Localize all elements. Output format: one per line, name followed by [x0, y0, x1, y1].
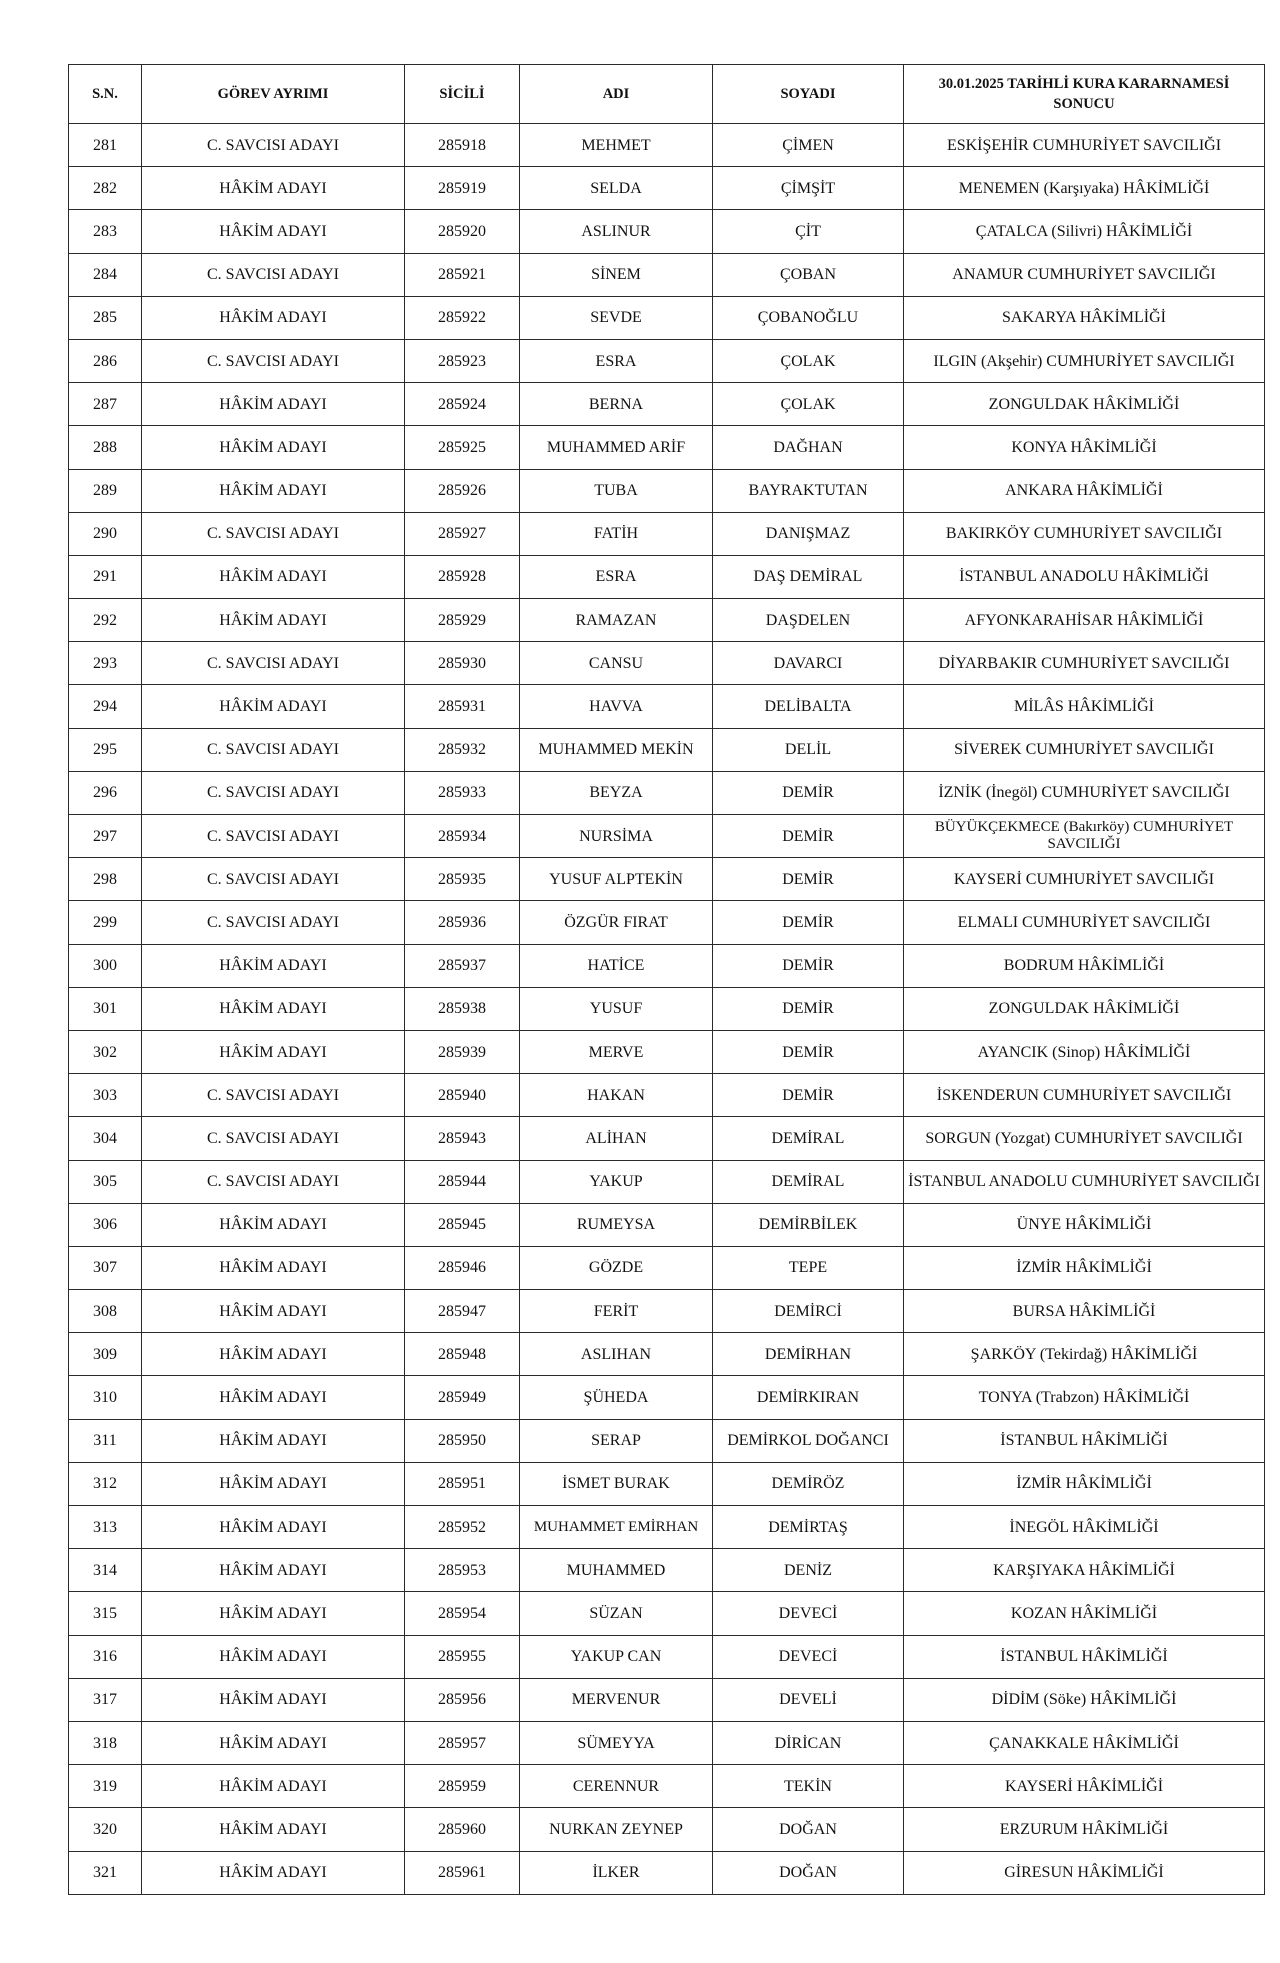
kura-sonucu-cell: BODRUM HÂKİMLİĞİ — [904, 944, 1265, 987]
gorev-ayrimi-cell: C. SAVCISI ADAYI — [142, 728, 405, 771]
sn-cell: 290 — [69, 512, 142, 555]
gorev-ayrimi-cell: C. SAVCISI ADAYI — [142, 124, 405, 167]
gorev-ayrimi-cell: HÂKİM ADAYI — [142, 1506, 405, 1549]
soyadi-cell: ÇİT — [713, 210, 904, 253]
table-body — [69, 124, 1265, 1895]
kura-sonucu-cell: BURSA HÂKİMLİĞİ — [904, 1290, 1265, 1333]
adi-cell: MUHAMMED ARİF — [520, 426, 713, 469]
kura-sonucu-cell: İSTANBUL ANADOLU HÂKİMLİĞİ — [904, 555, 1265, 598]
gorev-ayrimi-cell: C. SAVCISI ADAYI — [142, 253, 405, 296]
sn-cell: 312 — [69, 1462, 142, 1505]
kura-sonucu-cell: KARŞIYAKA HÂKİMLİĞİ — [904, 1549, 1265, 1592]
gorev-ayrimi-cell: C. SAVCISI ADAYI — [142, 1117, 405, 1160]
sicil-cell: 285924 — [405, 383, 520, 426]
adi-cell: RUMEYSA — [520, 1203, 713, 1246]
table-row — [69, 1549, 1265, 1592]
gorev-ayrimi-cell: HÂKİM ADAYI — [142, 1333, 405, 1376]
table-row — [69, 1376, 1265, 1419]
table-row — [69, 1333, 1265, 1376]
adi-cell: YUSUF ALPTEKİN — [520, 858, 713, 901]
adi-cell: HAKAN — [520, 1074, 713, 1117]
gorev-ayrimi-cell: HÂKİM ADAYI — [142, 1721, 405, 1764]
soyadi-cell: DENİZ — [713, 1549, 904, 1592]
sicil-cell: 285929 — [405, 599, 520, 642]
table-row — [69, 339, 1265, 382]
table-row — [69, 1117, 1265, 1160]
adi-cell: SERAP — [520, 1419, 713, 1462]
gorev-ayrimi-cell: HÂKİM ADAYI — [142, 383, 405, 426]
gorev-ayrimi-cell: HÂKİM ADAYI — [142, 1246, 405, 1289]
gorev-ayrimi-cell: C. SAVCISI ADAYI — [142, 771, 405, 814]
soyadi-cell: DELİL — [713, 728, 904, 771]
gorev-ayrimi-cell: HÂKİM ADAYI — [142, 1635, 405, 1678]
adi-cell: SÜMEYYA — [520, 1721, 713, 1764]
sicil-cell: 285937 — [405, 944, 520, 987]
soyadi-cell: DEMİR — [713, 987, 904, 1030]
sn-cell: 299 — [69, 901, 142, 944]
soyadi-cell: DEMİRAL — [713, 1160, 904, 1203]
kura-sonucu-cell: SİVEREK CUMHURİYET SAVCILIĞI — [904, 728, 1265, 771]
table-row — [69, 555, 1265, 598]
sn-cell: 306 — [69, 1203, 142, 1246]
kura-sonucu-cell: SAKARYA HÂKİMLİĞİ — [904, 296, 1265, 339]
adi-cell: SİNEM — [520, 253, 713, 296]
sn-cell: 297 — [69, 815, 142, 858]
adi-cell: HAVVA — [520, 685, 713, 728]
table-row — [69, 1290, 1265, 1333]
sn-cell: 303 — [69, 1074, 142, 1117]
sn-cell: 295 — [69, 728, 142, 771]
adi-cell: SÜZAN — [520, 1592, 713, 1635]
gorev-ayrimi-cell: C. SAVCISI ADAYI — [142, 901, 405, 944]
gorev-ayrimi-cell: HÂKİM ADAYI — [142, 1851, 405, 1894]
gorev-ayrimi-cell: HÂKİM ADAYI — [142, 1203, 405, 1246]
kura-sonucu-cell: İZMİR HÂKİMLİĞİ — [904, 1462, 1265, 1505]
sn-cell: 289 — [69, 469, 142, 512]
adi-cell: ESRA — [520, 555, 713, 598]
gorev-ayrimi-cell: HÂKİM ADAYI — [142, 685, 405, 728]
table-row — [69, 599, 1265, 642]
sn-cell: 282 — [69, 167, 142, 210]
adi-cell: MUHAMMED MEKİN — [520, 728, 713, 771]
soyadi-cell: TEKİN — [713, 1765, 904, 1808]
adi-cell: MERVENUR — [520, 1678, 713, 1721]
soyadi-cell: DEMİRHAN — [713, 1333, 904, 1376]
kura-sonucu-cell: ZONGULDAK HÂKİMLİĞİ — [904, 987, 1265, 1030]
soyadi-cell: DEVECİ — [713, 1635, 904, 1678]
soyadi-cell: DEMİRAL — [713, 1117, 904, 1160]
soyadi-cell: DEMİR — [713, 944, 904, 987]
sn-cell: 316 — [69, 1635, 142, 1678]
table-row — [69, 1074, 1265, 1117]
kura-sonucu-cell: SORGUN (Yozgat) CUMHURİYET SAVCILIĞI — [904, 1117, 1265, 1160]
sicil-cell: 285927 — [405, 512, 520, 555]
adi-cell: ALİHAN — [520, 1117, 713, 1160]
sicil-cell: 285928 — [405, 555, 520, 598]
sicil-cell: 285940 — [405, 1074, 520, 1117]
sn-cell: 311 — [69, 1419, 142, 1462]
kura-sonucu-cell: İZMİR HÂKİMLİĞİ — [904, 1246, 1265, 1289]
sicil-cell: 285957 — [405, 1721, 520, 1764]
sicil-cell: 285955 — [405, 1635, 520, 1678]
gorev-ayrimi-cell: C. SAVCISI ADAYI — [142, 512, 405, 555]
adi-cell: RAMAZAN — [520, 599, 713, 642]
adi-cell: CANSU — [520, 642, 713, 685]
soyadi-cell: DEVECİ — [713, 1592, 904, 1635]
sicil-cell: 285925 — [405, 426, 520, 469]
sn-cell: 320 — [69, 1808, 142, 1851]
soyadi-cell: DELİBALTA — [713, 685, 904, 728]
kura-sonucu-cell: KONYA HÂKİMLİĞİ — [904, 426, 1265, 469]
sn-cell: 309 — [69, 1333, 142, 1376]
sicil-cell: 285920 — [405, 210, 520, 253]
table-row — [69, 1765, 1265, 1808]
kura-sonucu-cell: KAYSERİ HÂKİMLİĞİ — [904, 1765, 1265, 1808]
sn-cell: 317 — [69, 1678, 142, 1721]
kura-sonucu-cell: GİRESUN HÂKİMLİĞİ — [904, 1851, 1265, 1894]
table-row — [69, 642, 1265, 685]
gorev-ayrimi-cell: C. SAVCISI ADAYI — [142, 642, 405, 685]
adi-cell: SELDA — [520, 167, 713, 210]
soyadi-cell: DEMİR — [713, 771, 904, 814]
gorev-ayrimi-cell: HÂKİM ADAYI — [142, 1462, 405, 1505]
header-row — [69, 65, 1265, 124]
gorev-ayrimi-cell: HÂKİM ADAYI — [142, 1678, 405, 1721]
table-row — [69, 1808, 1265, 1851]
adi-cell: MERVE — [520, 1030, 713, 1073]
sicil-cell: 285950 — [405, 1419, 520, 1462]
table-row — [69, 426, 1265, 469]
sn-cell: 296 — [69, 771, 142, 814]
gorev-ayrimi-cell: HÂKİM ADAYI — [142, 1765, 405, 1808]
sn-cell: 313 — [69, 1506, 142, 1549]
adi-cell: ŞÜHEDA — [520, 1376, 713, 1419]
soyadi-cell: DEMİRKOL DOĞANCI — [713, 1419, 904, 1462]
sicil-cell: 285931 — [405, 685, 520, 728]
sn-cell: 301 — [69, 987, 142, 1030]
gorev-ayrimi-cell: C. SAVCISI ADAYI — [142, 815, 405, 858]
adi-cell: MEHMET — [520, 124, 713, 167]
kura-sonucu-cell: MENEMEN (Karşıyaka) HÂKİMLİĞİ — [904, 167, 1265, 210]
header-soyadi: SOYADI — [713, 65, 904, 124]
header-gorev-ayrimi: GÖREV AYRIMI — [142, 65, 405, 124]
gorev-ayrimi-cell: HÂKİM ADAYI — [142, 1592, 405, 1635]
sicil-cell: 285959 — [405, 1765, 520, 1808]
soyadi-cell: ÇOBANOĞLU — [713, 296, 904, 339]
soyadi-cell: DANIŞMAZ — [713, 512, 904, 555]
sicil-cell: 285932 — [405, 728, 520, 771]
kura-sonucu-cell: KAYSERİ CUMHURİYET SAVCILIĞI — [904, 858, 1265, 901]
kura-sonucu-cell: ANAMUR CUMHURİYET SAVCILIĞI — [904, 253, 1265, 296]
kura-sonucu-cell: İSTANBUL HÂKİMLİĞİ — [904, 1635, 1265, 1678]
sn-cell: 308 — [69, 1290, 142, 1333]
sicil-cell: 285939 — [405, 1030, 520, 1073]
sn-cell: 293 — [69, 642, 142, 685]
kura-sonucu-cell: ELMALI CUMHURİYET SAVCILIĞI — [904, 901, 1265, 944]
gorev-ayrimi-cell: HÂKİM ADAYI — [142, 944, 405, 987]
kura-sonucu-cell: ERZURUM HÂKİMLİĞİ — [904, 1808, 1265, 1851]
soyadi-cell: DEMİR — [713, 815, 904, 858]
kura-sonucu-cell: DİYARBAKIR CUMHURİYET SAVCILIĞI — [904, 642, 1265, 685]
sn-cell: 291 — [69, 555, 142, 598]
sicil-cell: 285949 — [405, 1376, 520, 1419]
sicil-cell: 285947 — [405, 1290, 520, 1333]
sn-cell: 314 — [69, 1549, 142, 1592]
sicil-cell: 285938 — [405, 987, 520, 1030]
soyadi-cell: DEVELİ — [713, 1678, 904, 1721]
soyadi-cell: DAVARCI — [713, 642, 904, 685]
sn-cell: 305 — [69, 1160, 142, 1203]
sicil-cell: 285948 — [405, 1333, 520, 1376]
sicil-cell: 285954 — [405, 1592, 520, 1635]
sicil-cell: 285934 — [405, 815, 520, 858]
kura-sonucu-cell: BÜYÜKÇEKMECE (Bakırköy) CUMHURİYET SAVCILIĞI — [904, 815, 1265, 858]
soyadi-cell: DOĞAN — [713, 1851, 904, 1894]
soyadi-cell: ÇOBAN — [713, 253, 904, 296]
soyadi-cell: DİRİCAN — [713, 1721, 904, 1764]
table-row — [69, 512, 1265, 555]
table-row — [69, 1160, 1265, 1203]
kura-sonucu-cell: KOZAN HÂKİMLİĞİ — [904, 1592, 1265, 1635]
table-row — [69, 728, 1265, 771]
adi-cell: TUBA — [520, 469, 713, 512]
sicil-cell: 285952 — [405, 1506, 520, 1549]
kura-sonucu-cell: ILGIN (Akşehir) CUMHURİYET SAVCILIĞI — [904, 339, 1265, 382]
sn-cell: 302 — [69, 1030, 142, 1073]
table-row — [69, 383, 1265, 426]
soyadi-cell: TEPE — [713, 1246, 904, 1289]
sicil-cell: 285956 — [405, 1678, 520, 1721]
soyadi-cell: DAŞ DEMİRAL — [713, 555, 904, 598]
header-sn: S.N. — [69, 65, 142, 124]
sn-cell: 318 — [69, 1721, 142, 1764]
sn-cell: 321 — [69, 1851, 142, 1894]
gorev-ayrimi-cell: C. SAVCISI ADAYI — [142, 1074, 405, 1117]
adi-cell: YAKUP — [520, 1160, 713, 1203]
soyadi-cell: DOĞAN — [713, 1808, 904, 1851]
gorev-ayrimi-cell: C. SAVCISI ADAYI — [142, 1160, 405, 1203]
sicil-cell: 285921 — [405, 253, 520, 296]
sicil-cell: 285961 — [405, 1851, 520, 1894]
sn-cell: 292 — [69, 599, 142, 642]
sicil-cell: 285918 — [405, 124, 520, 167]
table-row — [69, 1506, 1265, 1549]
table-row — [69, 124, 1265, 167]
gorev-ayrimi-cell: HÂKİM ADAYI — [142, 469, 405, 512]
sicil-cell: 285945 — [405, 1203, 520, 1246]
sn-cell: 298 — [69, 858, 142, 901]
table-row — [69, 210, 1265, 253]
table-row — [69, 167, 1265, 210]
gorev-ayrimi-cell: HÂKİM ADAYI — [142, 1549, 405, 1592]
adi-cell: YUSUF — [520, 987, 713, 1030]
kura-sonucu-cell: İSTANBUL ANADOLU CUMHURİYET SAVCILIĞI — [904, 1160, 1265, 1203]
kura-sonucu-cell: ÜNYE HÂKİMLİĞİ — [904, 1203, 1265, 1246]
adi-cell: ASLINUR — [520, 210, 713, 253]
sn-cell: 310 — [69, 1376, 142, 1419]
gorev-ayrimi-cell: HÂKİM ADAYI — [142, 987, 405, 1030]
soyadi-cell: DEMİR — [713, 901, 904, 944]
kura-sonucu-cell: TONYA (Trabzon) HÂKİMLİĞİ — [904, 1376, 1265, 1419]
kura-sonucu-cell: İNEGÖL HÂKİMLİĞİ — [904, 1506, 1265, 1549]
adi-cell: BERNA — [520, 383, 713, 426]
header-sicili: SİCİLİ — [405, 65, 520, 124]
adi-cell: GÖZDE — [520, 1246, 713, 1289]
adi-cell: SEVDE — [520, 296, 713, 339]
soyadi-cell: DAŞDELEN — [713, 599, 904, 642]
table-row — [69, 296, 1265, 339]
table-row — [69, 1030, 1265, 1073]
sicil-cell: 285922 — [405, 296, 520, 339]
kura-sonucu-cell: İSTANBUL HÂKİMLİĞİ — [904, 1419, 1265, 1462]
sicil-cell: 285946 — [405, 1246, 520, 1289]
table-row — [69, 815, 1265, 858]
sn-cell: 294 — [69, 685, 142, 728]
kura-sonucu-cell: AYANCIK (Sinop) HÂKİMLİĞİ — [904, 1030, 1265, 1073]
kura-sonucu-cell: ÇATALCA (Silivri) HÂKİMLİĞİ — [904, 210, 1265, 253]
adi-cell: CERENNUR — [520, 1765, 713, 1808]
table-row — [69, 1462, 1265, 1505]
table-row — [69, 858, 1265, 901]
soyadi-cell: DEMİR — [713, 858, 904, 901]
soyadi-cell: DEMİRBİLEK — [713, 1203, 904, 1246]
kura-results-table — [68, 64, 1265, 1895]
table-row — [69, 1419, 1265, 1462]
sicil-cell: 285936 — [405, 901, 520, 944]
sn-cell: 284 — [69, 253, 142, 296]
table-row — [69, 1246, 1265, 1289]
adi-cell: FERİT — [520, 1290, 713, 1333]
table-row — [69, 771, 1265, 814]
header-adi: ADI — [520, 65, 713, 124]
sn-cell: 281 — [69, 124, 142, 167]
table-row — [69, 1592, 1265, 1635]
sicil-cell: 285923 — [405, 339, 520, 382]
table-row — [69, 901, 1265, 944]
gorev-ayrimi-cell: HÂKİM ADAYI — [142, 1030, 405, 1073]
sn-cell: 285 — [69, 296, 142, 339]
sicil-cell: 285933 — [405, 771, 520, 814]
sicil-cell: 285944 — [405, 1160, 520, 1203]
table-row — [69, 1635, 1265, 1678]
soyadi-cell: ÇOLAK — [713, 383, 904, 426]
kura-sonucu-cell: İSKENDERUN CUMHURİYET SAVCILIĞI — [904, 1074, 1265, 1117]
kura-sonucu-cell: ŞARKÖY (Tekirdağ) HÂKİMLİĞİ — [904, 1333, 1265, 1376]
sn-cell: 307 — [69, 1246, 142, 1289]
gorev-ayrimi-cell: HÂKİM ADAYI — [142, 1290, 405, 1333]
adi-cell: YAKUP CAN — [520, 1635, 713, 1678]
sn-cell: 300 — [69, 944, 142, 987]
sn-cell: 304 — [69, 1117, 142, 1160]
adi-cell: FATİH — [520, 512, 713, 555]
adi-cell: HATİCE — [520, 944, 713, 987]
sicil-cell: 285951 — [405, 1462, 520, 1505]
kura-sonucu-cell: İZNİK (İnegöl) CUMHURİYET SAVCILIĞI — [904, 771, 1265, 814]
gorev-ayrimi-cell: HÂKİM ADAYI — [142, 555, 405, 598]
sn-cell: 288 — [69, 426, 142, 469]
adi-cell: İLKER — [520, 1851, 713, 1894]
kura-sonucu-cell: ESKİŞEHİR CUMHURİYET SAVCILIĞI — [904, 124, 1265, 167]
gorev-ayrimi-cell: HÂKİM ADAYI — [142, 426, 405, 469]
kura-sonucu-cell: ÇANAKKALE HÂKİMLİĞİ — [904, 1721, 1265, 1764]
sicil-cell: 285930 — [405, 642, 520, 685]
table-row — [69, 987, 1265, 1030]
soyadi-cell: ÇOLAK — [713, 339, 904, 382]
soyadi-cell: ÇİMEN — [713, 124, 904, 167]
table-row — [69, 944, 1265, 987]
adi-cell: ASLIHAN — [520, 1333, 713, 1376]
adi-cell: MUHAMMED — [520, 1549, 713, 1592]
gorev-ayrimi-cell: HÂKİM ADAYI — [142, 1419, 405, 1462]
adi-cell: BEYZA — [520, 771, 713, 814]
adi-cell: MUHAMMET EMİRHAN — [520, 1506, 713, 1549]
kura-sonucu-cell: BAKIRKÖY CUMHURİYET SAVCILIĞI — [904, 512, 1265, 555]
sn-cell: 315 — [69, 1592, 142, 1635]
soyadi-cell: ÇİMŞİT — [713, 167, 904, 210]
table-row — [69, 1678, 1265, 1721]
table-row — [69, 253, 1265, 296]
kura-sonucu-cell: AFYONKARAHİSAR HÂKİMLİĞİ — [904, 599, 1265, 642]
soyadi-cell: DEMİRKIRAN — [713, 1376, 904, 1419]
gorev-ayrimi-cell: C. SAVCISI ADAYI — [142, 339, 405, 382]
sn-cell: 283 — [69, 210, 142, 253]
adi-cell: ESRA — [520, 339, 713, 382]
sn-cell: 319 — [69, 1765, 142, 1808]
gorev-ayrimi-cell: C. SAVCISI ADAYI — [142, 858, 405, 901]
sicil-cell: 285960 — [405, 1808, 520, 1851]
table-row — [69, 1851, 1265, 1894]
soyadi-cell: DEMİR — [713, 1030, 904, 1073]
table-row — [69, 469, 1265, 512]
kura-sonucu-cell: ANKARA HÂKİMLİĞİ — [904, 469, 1265, 512]
soyadi-cell: BAYRAKTUTAN — [713, 469, 904, 512]
gorev-ayrimi-cell: HÂKİM ADAYI — [142, 210, 405, 253]
gorev-ayrimi-cell: HÂKİM ADAYI — [142, 167, 405, 210]
sicil-cell: 285919 — [405, 167, 520, 210]
gorev-ayrimi-cell: HÂKİM ADAYI — [142, 599, 405, 642]
table-row — [69, 1203, 1265, 1246]
sicil-cell: 285943 — [405, 1117, 520, 1160]
soyadi-cell: DEMİR — [713, 1074, 904, 1117]
adi-cell: İSMET BURAK — [520, 1462, 713, 1505]
table-row — [69, 1721, 1265, 1764]
adi-cell: NURKAN ZEYNEP — [520, 1808, 713, 1851]
soyadi-cell: DEMİRCİ — [713, 1290, 904, 1333]
sn-cell: 286 — [69, 339, 142, 382]
table-header — [69, 65, 1265, 124]
table-row — [69, 685, 1265, 728]
sicil-cell: 285935 — [405, 858, 520, 901]
soyadi-cell: DAĞHAN — [713, 426, 904, 469]
adi-cell: NURSİMA — [520, 815, 713, 858]
soyadi-cell: DEMİRTAŞ — [713, 1506, 904, 1549]
gorev-ayrimi-cell: HÂKİM ADAYI — [142, 1376, 405, 1419]
soyadi-cell: DEMİRÖZ — [713, 1462, 904, 1505]
adi-cell: ÖZGÜR FIRAT — [520, 901, 713, 944]
header-kura-sonucu: 30.01.2025 TARİHLİ KURA KARARNAMESİ SONUCU — [904, 65, 1265, 124]
kura-sonucu-cell: MİLÂS HÂKİMLİĞİ — [904, 685, 1265, 728]
sicil-cell: 285926 — [405, 469, 520, 512]
gorev-ayrimi-cell: HÂKİM ADAYI — [142, 1808, 405, 1851]
sicil-cell: 285953 — [405, 1549, 520, 1592]
kura-sonucu-cell: DİDİM (Söke) HÂKİMLİĞİ — [904, 1678, 1265, 1721]
kura-sonucu-cell: ZONGULDAK HÂKİMLİĞİ — [904, 383, 1265, 426]
sn-cell: 287 — [69, 383, 142, 426]
gorev-ayrimi-cell: HÂKİM ADAYI — [142, 296, 405, 339]
